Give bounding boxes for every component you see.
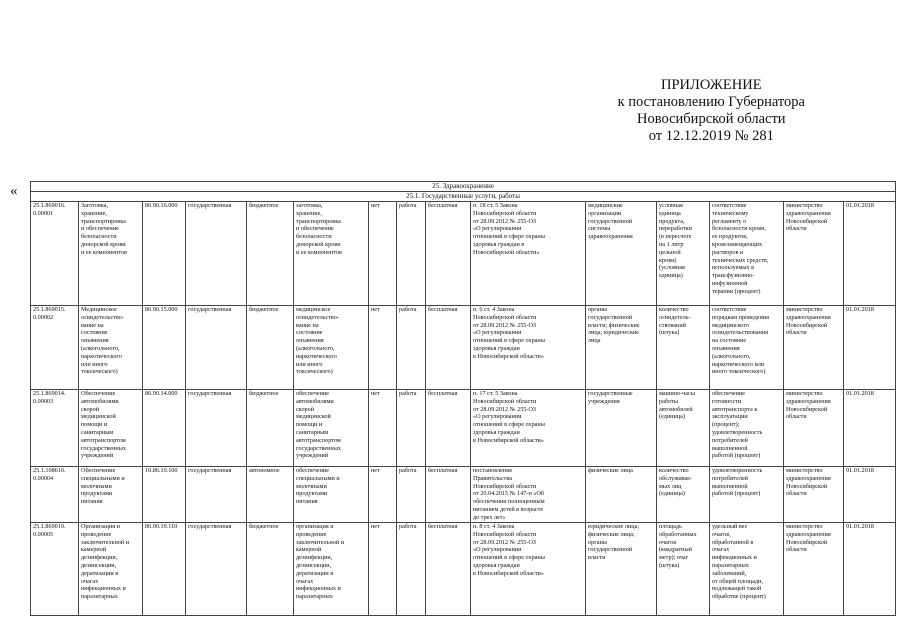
cell-code: 25.1.108610. 0.00004 [31,467,79,523]
cell-code: 25.1.869014. 0.00003 [31,390,79,467]
cell-authority: министерство здравоохранения Новосибирской области [784,523,844,616]
cell-content: организация и проведение заключительной и камерной дезинфекции, дезинсекции, дератизации в очагах инфекционных и паразитарных [294,523,369,616]
cell-authority: министерство здравоохранения Новосибирской области [784,306,844,390]
cell-category: работа [397,390,426,467]
cell-law: п. 8 ст. 4 Закона Новосибирской области от 28.09.2012 № 255-ОЗ «О регулировании отношений в сфере охраны здоровья граждан в Новосибирской области» [471,523,586,616]
table-row [31,306,896,390]
region-line: Новосибирской области [637,111,786,127]
cell-kind: государственная [186,202,247,306]
cell-okved: 86.90.14.000 [143,390,186,467]
cell-date: 01.01.2018 [844,523,896,616]
section-title-row [31,182,896,192]
cell-quality: обеспечение готовности автотранспорта к эксплуатации (процент); удовлетворенность потребителей выполненной работой (процент) [710,390,784,467]
opening-quote-mark: « [10,183,18,199]
cell-consumers: государственные учреждения [586,390,657,467]
cell-okved: 86.90.15.000 [143,306,186,390]
cell-date: 01.01.2018 [844,467,896,523]
cell-condition: нет [369,202,397,306]
table-row [31,202,896,306]
cell-kind: государственная [186,306,247,390]
cell-condition: нет [369,523,397,616]
section-subtitle-row [31,192,896,202]
cell-authority: министерство здравоохранения Новосибирской области [784,390,844,467]
cell-category: работа [397,202,426,306]
cell-consumers: органы государственной власти; физические лица; юридические лица [586,306,657,390]
cell-name: Заготовка, хранение, транспортировка и обеспечение безопасности донорской крови и ее компонентов [79,202,143,306]
cell-code: 25.1.869019. 0.00005 [31,523,79,616]
cell-volume: условная единица продукта, переработки (в пересчете на 1 литр цельной крови) (условная единица) [657,202,710,306]
cell-consumers: физические лица [586,467,657,523]
table-row [31,467,896,523]
table-row [31,390,896,467]
cell-date: 01.01.2018 [844,202,896,306]
cell-pay: бесплатная [426,306,471,390]
cell-quality: удельный вес очагов, обработанной в очагах инфекционных и паразитарных заболеваний, от общей площади, подлежащей такой обработке (процент) [710,523,784,616]
cell-consumers: юридические лица; физические лица; органы государственной власти [586,523,657,616]
cell-code: 25.1.869016. 0.00001 [31,202,79,306]
cell-content: заготовка, хранение, транспортировка и обеспечение безопасности донорской крови и ее компонентов [294,202,369,306]
cell-pay: бесплатная [426,390,471,467]
cell-volume: количество освидетель- ствований (штука) [657,306,710,390]
cell-category: работа [397,523,426,616]
cell-law: п. 17 ст. 5 Закона Новосибирской области от 28.09.2012 № 255-ОЗ «О регулировании отношений в сфере охраны здоровья граждан в Новосибирской области» [471,390,586,467]
cell-date: 01.01.2018 [844,306,896,390]
section-title: 25. Здравоохранение [31,182,896,192]
cell-okved: 10.86.10.100 [143,467,186,523]
document-header [618,77,805,145]
cell-quality: соответствие порядкам проведения медицинского освидетельствования на состояние опьянения (алкогольного, наркотического или иного токсического) [710,306,784,390]
cell-date: 01.01.2018 [844,390,896,467]
decree-date-number: от 12.12.2019 № 281 [648,128,774,144]
cell-consumers: медицинские организации государственной системы здравоохранения [586,202,657,306]
cell-name: Обеспечение автомобилями скорой медицинской помощи и санитарным автотранспортом государственных учреждений [79,390,143,467]
cell-law: постановление Правительства Новосибирской области от 20.04.2015 № 147-п «Об обеспечении полноценным питанием детей в возрасте до трех лет» [471,467,586,523]
section-subtitle: 25.1. Государственные услуги, работы [31,192,896,202]
table-row [31,523,896,616]
cell-content: медицинское освидетельство- вание на состояние опьянения (алкогольного, наркотического или иного токсического) [294,306,369,390]
cell-volume: машино-часы работы автомобилей (единица) [657,390,710,467]
cell-code: 25.1.869015. 0.00002 [31,306,79,390]
cell-name: Обеспечение специальными и молочными продуктами питания [79,467,143,523]
cell-okved: 86.90.16.000 [143,202,186,306]
cell-type: бюджетное [247,523,294,616]
cell-kind: государственная [186,390,247,467]
cell-name: Организация и проведение заключительной и камерной дезинфекции, дезинсекции, дератизации в очагах инфекционных и паразитарных [79,523,143,616]
cell-type: бюджетное [247,202,294,306]
appendix-title: ПРИЛОЖЕНИЕ [660,77,762,93]
cell-volume: площадь обработанных очагов (квадратный метр); очаг (штука) [657,523,710,616]
cell-content: обеспечение автомобилями скорой медицинской помощи и санитарным автотранспортом государственных учреждений [294,390,369,467]
cell-law: п. 6 ст. 4 Закона Новосибирской области от 28.09.2012 № 255-ОЗ «О регулировании отношений в сфере охраны здоровья граждан в Новосибирской области» [471,306,586,390]
cell-quality: удовлетворенность потребителей выполненной работой (процент) [710,467,784,523]
cell-content: обеспечение специальными и молочными продуктами питания [294,467,369,523]
cell-pay: бесплатная [426,523,471,616]
cell-category: работа [397,306,426,390]
cell-condition: нет [369,390,397,467]
cell-okved: 86.90.19.110 [143,523,186,616]
decree-line: к постановлению Губернатора [617,94,805,110]
cell-category: работа [397,467,426,523]
cell-quality: соответствие техническому регламенту о безопасности крови, ее продуктов, кровезамещающих растворов и технических средств, используемых в трансфузионно- инфузионной терапии (процент) [710,202,784,306]
cell-type: автономное [247,467,294,523]
cell-kind: государственная [186,467,247,523]
cell-volume: количество обслуживае- мых лиц (единица) [657,467,710,523]
cell-type: бюджетное [247,390,294,467]
cell-type: бюджетное [247,306,294,390]
services-registry-table [30,181,896,616]
cell-authority: министерство здравоохранения Новосибирской области [784,202,844,306]
cell-authority: министерство здравоохранения Новосибирской области [784,467,844,523]
cell-pay: бесплатная [426,202,471,306]
cell-name: Медицинское освидетельство- вание на состояние опьянения (алкогольного, наркотического или иного токсического) [79,306,143,390]
cell-law: п. 18 ст. 5 Закона Новосибирской области от 28.09.2012 № 255-ОЗ «О регулировании отношений в сфере охраны здоровья граждан в Новосибирской области» [471,202,586,306]
cell-condition: нет [369,467,397,523]
cell-kind: государственная [186,523,247,616]
cell-condition: нет [369,306,397,390]
cell-pay: бесплатная [426,467,471,523]
